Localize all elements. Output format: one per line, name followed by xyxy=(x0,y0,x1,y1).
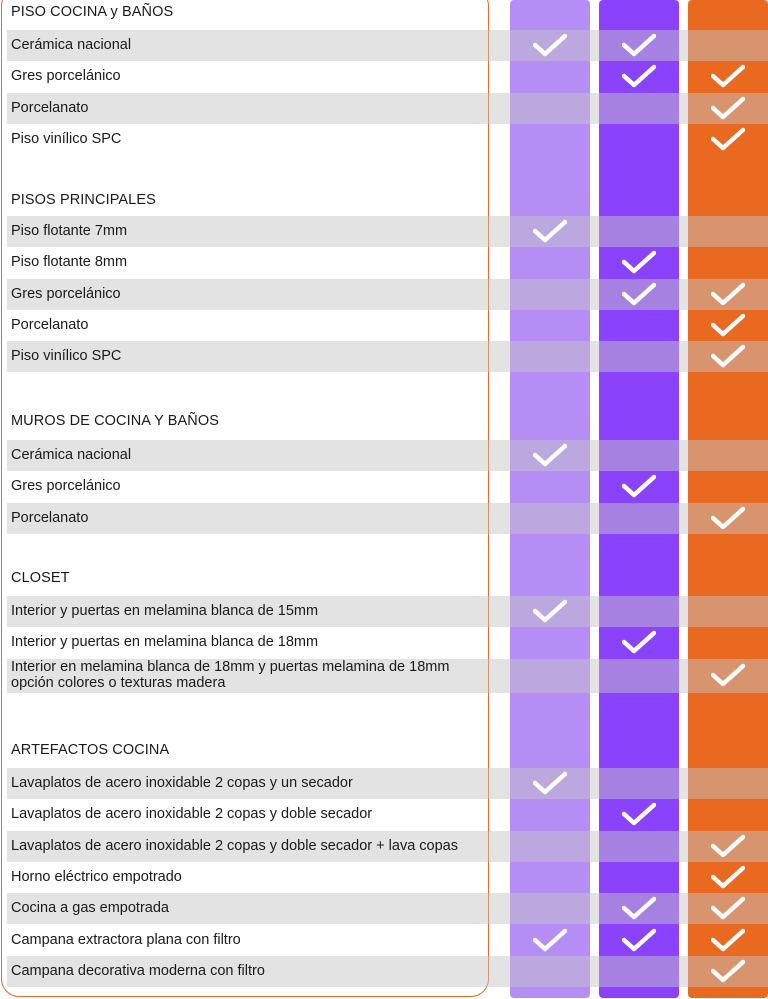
check-icon xyxy=(711,313,745,337)
feature-label: Porcelanato xyxy=(11,316,89,333)
check-icon xyxy=(622,630,656,654)
feature-label: Piso flotante 7mm xyxy=(11,223,128,239)
feature-label: Campana extractora plana con filtro xyxy=(11,931,241,948)
check-icon xyxy=(711,506,745,530)
section-title: PISO COCINA y BAÑOS xyxy=(11,4,174,20)
feature-label: Lavaplatos de acero inoxidable 2 copas y doble secador xyxy=(11,806,373,823)
check-icon xyxy=(533,219,567,243)
check-icon xyxy=(533,443,567,467)
check-icon xyxy=(711,959,745,983)
check-icon xyxy=(622,64,656,88)
check-icon xyxy=(622,474,656,498)
feature-label: Interior y puertas en melamina blanca de 18mm xyxy=(11,634,319,651)
check-icon xyxy=(622,928,656,952)
feature-label: Piso vinílico SPC xyxy=(11,130,122,147)
feature-label: Cerámica nacional xyxy=(11,37,132,53)
check-icon xyxy=(711,127,745,151)
check-icon xyxy=(711,344,745,368)
feature-label: Piso vinílico SPC xyxy=(11,348,122,365)
section-title: CLOSET xyxy=(11,570,70,586)
check-icon xyxy=(711,896,745,920)
feature-label: Gres porcelánico xyxy=(11,285,121,302)
check-icon xyxy=(622,802,656,826)
check-icon xyxy=(533,599,567,623)
check-icon xyxy=(622,282,656,306)
section-title: MUROS DE COCINA Y BAÑOS xyxy=(11,413,220,429)
check-icon xyxy=(533,928,567,952)
check-icon xyxy=(711,865,745,889)
check-icon xyxy=(711,64,745,88)
row-band xyxy=(7,93,768,124)
check-icon xyxy=(711,663,745,687)
check-icon xyxy=(622,33,656,57)
check-icon xyxy=(622,896,656,920)
check-icon xyxy=(533,771,567,795)
row-band xyxy=(7,503,768,534)
feature-label: Gres porcelánico xyxy=(11,478,121,495)
feature-label-line2: opción colores o texturas madera xyxy=(11,674,226,691)
feature-label: Interior en melamina blanca de 18mm y puertas melamina de 18mm xyxy=(11,658,450,675)
section-title: PISOS PRINCIPALES xyxy=(11,192,156,208)
section-title: ARTEFACTOS COCINA xyxy=(11,742,170,758)
feature-label: Lavaplatos de acero inoxidable 2 copas y un secador xyxy=(11,775,353,791)
feature-label: Porcelanato xyxy=(11,99,89,116)
feature-label: Cerámica nacional xyxy=(11,447,132,463)
check-icon xyxy=(711,96,745,120)
feature-label: Cocina a gas empotrada xyxy=(11,900,169,917)
feature-label: Lavaplatos de acero inoxidable 2 copas y doble secador + lava copas xyxy=(11,837,458,854)
feature-label: Campana decorativa moderna con filtro xyxy=(11,962,265,979)
feature-label: Interior y puertas en melamina blanca de 15mm xyxy=(11,603,319,619)
feature-label: Piso flotante 8mm xyxy=(11,254,128,271)
check-icon xyxy=(711,834,745,858)
feature-label: Porcelanato xyxy=(11,509,89,526)
check-icon xyxy=(622,250,656,274)
check-icon xyxy=(711,928,745,952)
feature-label: Horno eléctrico empotrado xyxy=(11,868,182,885)
check-icon xyxy=(533,33,567,57)
feature-label: Gres porcelánico xyxy=(11,68,121,85)
check-icon xyxy=(711,282,745,306)
